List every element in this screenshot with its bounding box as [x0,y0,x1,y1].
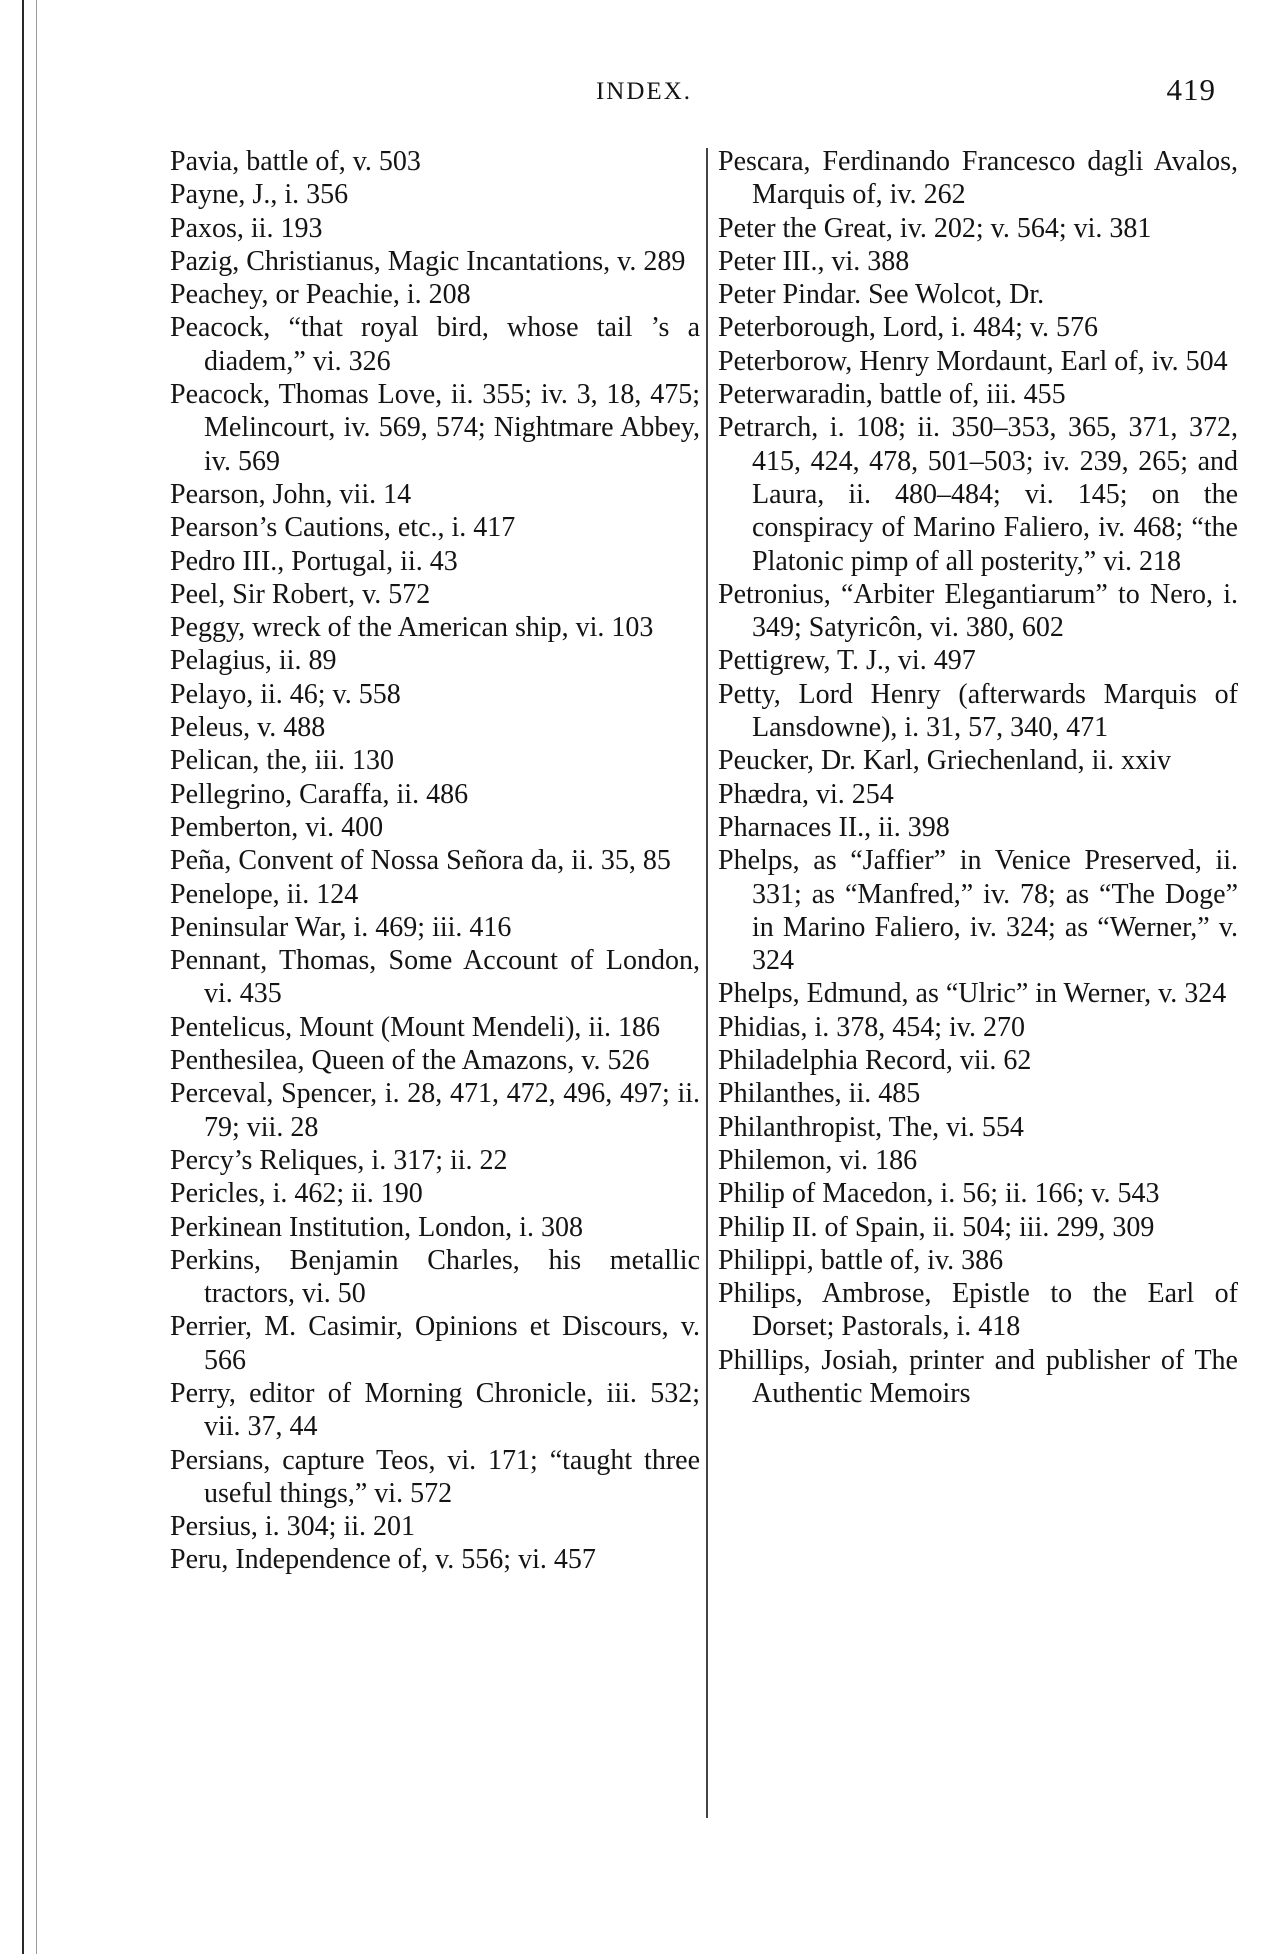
index-entry: Peleus, v. 488 [170,712,326,744]
index-entry: Pemberton, vi. 400 [170,811,384,843]
index-entry: Pearson’s Cautions, etc., i. 417 [170,512,516,544]
index-entry: Pharnaces II., ii. 398 [718,811,950,843]
index-entry: Paxos, ii. 193 [170,212,323,244]
index-entry: Peter the Great, iv. 202; v. 564; vi. 381 [718,212,1152,244]
running-title: INDEX. [595,78,692,105]
index-entry: Phidias, i. 378, 454; iv. 270 [718,1011,1025,1043]
index-entry: Pettigrew, T. J., vi. 497 [718,645,976,677]
page-edge-line [22,0,24,1954]
index-entry: Philip II. of Spain, ii. 504; iii. 299, 309 [718,1211,1155,1243]
column-divider [706,148,708,1818]
index-entry: Pennant, Thomas, Some Account of London, vi. 435 [170,945,700,1010]
index-entry: Philanthropist, The, vi. 554 [718,1111,1024,1143]
index-entry: Phædra, vi. 254 [718,778,894,810]
index-entry: Philemon, vi. 186 [718,1144,918,1176]
index-entry: Peucker, Dr. Karl, Griechenland, ii. xxiv [718,745,1171,777]
index-entry: Peel, Sir Robert, v. 572 [170,578,431,610]
index-entry: Persius, i. 304; ii. 201 [170,1511,416,1543]
index-entry: Petrarch, i. 108; ii. 350–353, 365, 371, 372, 415, 424, 478, 501–503; iv. 239, 265; and Laura, ii. 480–484; vi. 145; on the conspiracy of Marino Faliero, iv. 468; “the Platonic pimp of all posterity,” vi. 218 [718,412,1238,577]
index-entry: Peterborow, Henry Mordaunt, Earl of, iv. 504 [718,345,1228,377]
index-entry: Peter Pindar. See Wolcot, Dr. [718,279,1045,311]
index-entry: Peter III., vi. 388 [718,245,910,277]
page-number: 419 [1166,72,1216,107]
index-entry: Pearson, John, vii. 14 [170,478,412,510]
index-entry: Persians, capture Teos, vi. 171; “taught three useful things,” vi. 572 [170,1444,700,1509]
index-entry: Perceval, Spencer, i. 28, 471, 472, 496, 497; ii. 79; vii. 28 [170,1078,700,1143]
index-entry: Penthesilea, Queen of the Amazons, v. 526 [170,1045,650,1077]
index-entry: Petty, Lord Henry (afterwards Marquis of Lansdowne), i. 31, 57, 340, 471 [718,678,1238,744]
index-column-left [170,145,700,1577]
index-entry: Peterborough, Lord, i. 484; v. 576 [718,312,1099,344]
index-entry: Pelayo, ii. 46; v. 558 [170,678,401,710]
index-entry: Peterwaradin, battle of, iii. 455 [718,379,1066,411]
index-entry: Peggy, wreck of the American ship, vi. 103 [170,612,654,644]
index-entry: Pelican, the, iii. 130 [170,745,394,777]
index-entry: Pescara, Ferdinando Francesco dagli Avalos, Marquis of, iv. 262 [718,146,1238,211]
index-entry: Philadelphia Record, vii. 62 [718,1045,1032,1077]
index-entry: Perkinean Institution, London, i. 308 [170,1211,583,1243]
index-entry: Philippi, battle of, iv. 386 [718,1244,1004,1276]
index-entry: Phillips, Josiah, printer and publisher of The Authentic Memoirs [718,1344,1238,1409]
index-entry: Perrier, M. Casimir, Opinions et Discours, v. 566 [170,1311,700,1376]
index-entry: Percy’s Reliques, i. 317; ii. 22 [170,1144,508,1176]
index-entry: Philanthes, ii. 485 [718,1078,921,1110]
index-entry: Peña, Convent of Nossa Señora da, ii. 35, 85 [170,845,671,877]
index-entry: Penelope, ii. 124 [170,878,359,910]
index-entry: Perkins, Benjamin Charles, his metallic tractors, vi. 50 [170,1244,700,1310]
index-entry: Peru, Independence of, v. 556; vi. 457 [170,1544,596,1576]
index-entry: Phelps, Edmund, as “Ulric” in Werner, v. 324 [718,978,1227,1010]
index-entry: Philips, Ambrose, Epistle to the Earl of Dorset; Pastorals, i. 418 [718,1278,1238,1343]
index-entry: Pericles, i. 462; ii. 190 [170,1178,423,1210]
index-entry: Pazig, Christianus, Magic Incantations, v. 289 [170,245,686,277]
index-entry: Peacock, Thomas Love, ii. 355; iv. 3, 18, 475; Melincourt, iv. 569, 574; Nightmare Abbey, iv. 569 [170,379,700,477]
index-entry: Pellegrino, Caraffa, ii. 486 [170,778,469,810]
index-entry: Payne, J., i. 356 [170,179,349,211]
index-entry: Pelagius, ii. 89 [170,645,337,677]
index-entry: Peacock, “that royal bird, whose tail ’s a diadem,” vi. 326 [170,312,700,377]
index-entry: Pavia, battle of, v. 503 [170,146,421,177]
page-edge-line-inner [36,0,37,1954]
index-entry: Petronius, “Arbiter Elegantiarum” to Nero, i. 349; Satyricôn, vi. 380, 602 [718,578,1238,644]
index-entry: Philip of Macedon, i. 56; ii. 166; v. 543 [718,1178,1160,1210]
index-entry: Peachey, or Peachie, i. 208 [170,279,471,311]
index-entry: Perry, editor of Morning Chronicle, iii. 532; vii. 37, 44 [170,1377,700,1443]
index-entry: Pentelicus, Mount (Mount Mendeli), ii. 186 [170,1011,660,1043]
index-entry: Peninsular War, i. 469; iii. 416 [170,911,512,943]
index-column-right [718,145,1238,1410]
index-entry: Phelps, as “Jaffier” in Venice Preserved, ii. 331; as “Manfred,” iv. 78; as “The Doge” in Marino Faliero, iv. 324; as “Werner,” v. 324 [718,845,1238,977]
index-entry: Pedro III., Portugal, ii. 43 [170,545,458,577]
